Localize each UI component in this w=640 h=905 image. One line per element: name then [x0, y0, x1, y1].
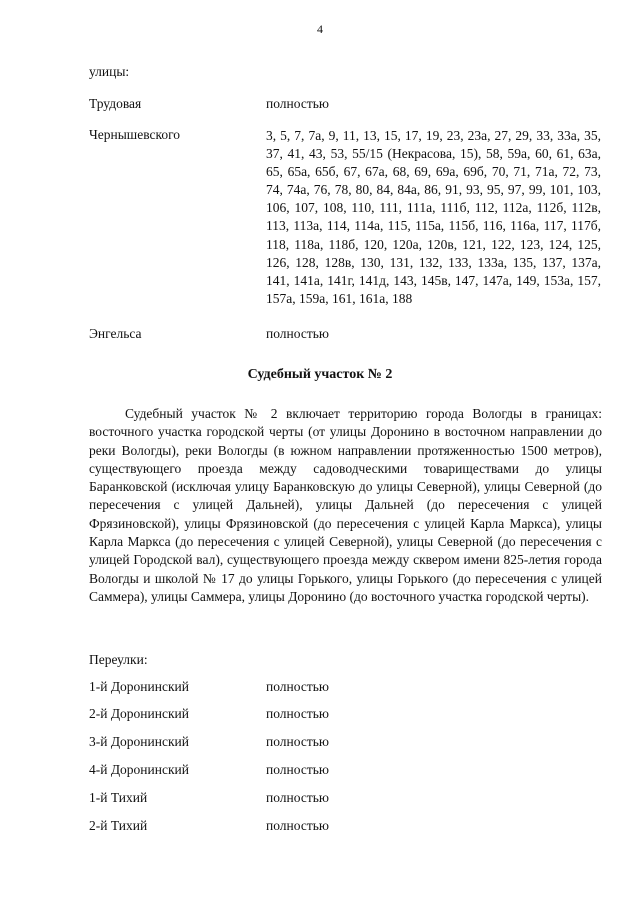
- lane-coverage: полностью: [266, 734, 329, 749]
- streets-heading: улицы:: [89, 64, 130, 79]
- street-name: Трудовая: [89, 96, 142, 111]
- lanes-heading: Переулки:: [89, 652, 148, 667]
- lane-coverage: полностью: [266, 679, 329, 694]
- lane-coverage: полностью: [266, 790, 329, 805]
- lane-name: 1-й Доронинский: [89, 679, 189, 694]
- lane-name: 2-й Тихий: [89, 818, 148, 833]
- street-name: Энгельса: [89, 326, 142, 341]
- lane-name: 3-й Доронинский: [89, 734, 189, 749]
- street-name: Чернышевского: [89, 127, 181, 142]
- section-title: Судебный участок № 2: [247, 367, 393, 382]
- lane-name: 2-й Доронинский: [89, 706, 189, 721]
- lane-coverage: полностью: [266, 818, 329, 833]
- street-coverage: полностью: [266, 326, 329, 341]
- lane-name: 1-й Тихий: [89, 790, 148, 805]
- street-coverage: полностью: [266, 96, 329, 111]
- lane-name: 4-й Доронинский: [89, 762, 189, 777]
- lane-coverage: полностью: [266, 706, 329, 721]
- house-numbers-list: 3, 5, 7, 7а, 9, 11, 13, 15, 17, 19, 23, 23а, 27, 29, 33, 33а, 35, 37, 41, 43, 53, 55/15 (Некрасова, 15), 58, 59а, 60, 61, 63а, 65, 65а, 65б, 67, 67а, 68, 69, 69а, 69б, 70, 71, 71а, 72, 73, 74, 74а, 76, 78, 80, 84, 84а, 86, 91, 93, 95, 97, 99, 101, 103, 106, 107, 108, 110, 111, 111а, 111б, 112, 112а, 112б, 112в, 113, 113а, 114, 114а, 115, 115а, 115б, 116, 116а, 117, 117б, 118, 118а, 118б, 120, 120а, 120в, 121, 122, 123, 124, 125, 126, 128, 128в, 130, 131, 132, 133, 133а, 135, 137, 137а, 141, 141а, 141г, 141д, 143, 145в, 147, 147а, 149, 153а, 157, 157а, 159а, 161, 161а, 188: [266, 128, 601, 306]
- page-number: 4: [317, 22, 323, 36]
- lane-coverage: полностью: [266, 762, 329, 777]
- section-boundary-paragraph: Судебный участок № 2 включает территорию города Вологды в границах: восточного участка городской черты (от улицы Доронино в восточном направлении до реки Вологды), реки Вологды (в южном направлении протяженностью 1500 метров), существующего проезда между садоводческими товариществами до улицы Баранковской (исключая улицу Баранковскую до улицы Северной), улицы Северной (до пересечения с улицей Дальней), улицы Дальней (до пересечения с улицей Фрязиновской), улицы Фрязиновской (до пересечения с улицей Карла Маркса), улицы Карла Маркса (до пересечения с улицей Северной), улицы Северной (до пересечения с улицей Городской вал), существующего проезда между сквером имени 825-летия города Вологды и школой № 17 до улицы Горького, улицы Горького (до пересечения с улицей Саммера), улицы Саммера, улицы Доронино (до восточного участка городской черты).: [89, 406, 602, 604]
